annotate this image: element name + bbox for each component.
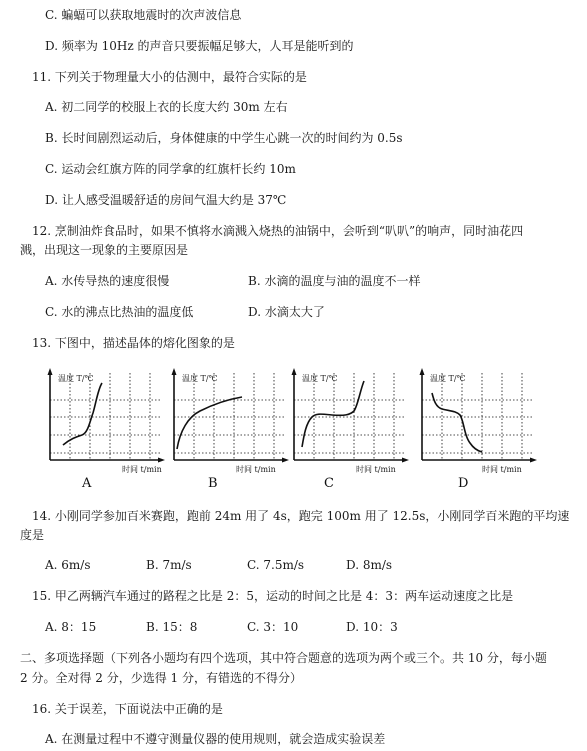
q15-option-b: B. 15：8 xyxy=(146,620,198,634)
graph-b xyxy=(164,365,294,495)
q14-option-c: C. 7.5m/s xyxy=(247,558,305,572)
q11-option-d: D. 让人感受温暖舒适的房间气温大约是 37℃ xyxy=(45,193,287,207)
graph-a-curve xyxy=(63,383,102,445)
graph-c-letter: C xyxy=(324,476,334,491)
graph-b-ylabel: 温度 T/℃ xyxy=(182,374,218,383)
graph-a-letter: A xyxy=(82,476,92,491)
q15-option-c: C. 3：10 xyxy=(247,620,299,634)
graph-d-ylabel: 温度 T/℃ xyxy=(430,374,466,383)
section2-heading-line1: 二、多项选择题（下列各小题均有四个选项，其中符合题意的选项为两个或三个。共 10 分，每小题 xyxy=(20,651,547,665)
q10-option-c: C. 蝙蝠可以获取地震时的次声波信息 xyxy=(45,8,242,22)
graph-a-xlabel: 时间 t/min xyxy=(122,465,162,474)
q11-option-c: C. 运动会红旗方阵的同学拿的红旗杆长约 10m xyxy=(45,162,296,176)
q14-option-d: D. 8m/s xyxy=(346,558,393,572)
q10-option-d: D. 频率为 10Hz 的声音只要振幅足够大，人耳是能听到的 xyxy=(45,39,354,53)
graph-d-letter: D xyxy=(458,476,469,491)
graph-c-curve xyxy=(302,381,364,447)
graph-b-letter: B xyxy=(208,476,218,491)
graph-d-curve xyxy=(432,393,482,452)
section2-heading-line2: 2 分。全对得 2 分，少选得 1 分，有错选的不得分） xyxy=(20,671,302,685)
q14-option-a: A. 6m/s xyxy=(45,558,91,572)
q15-options xyxy=(45,619,565,635)
q12-option-c: C. 水的沸点比热油的温度低 xyxy=(45,305,194,319)
q14-option-b: B. 7m/s xyxy=(146,558,192,572)
graph-a-ylabel: 温度 T/℃ xyxy=(58,374,94,383)
q16-option-a: A. 在测量过程中不遵守测量仪器的使用规则，就会造成实验误差 xyxy=(45,732,386,746)
q15-option-d: D. 10：3 xyxy=(346,620,398,634)
q13-stem: 13. 下图中，描述晶体的熔化图象的是 xyxy=(32,336,235,350)
q15-stem: 15. 甲乙两辆汽车通过的路程之比是 2：5，运动的时间之比是 4：3：两车运动速度之比是 xyxy=(32,589,514,603)
q12-stem-line2: 溅，出现这一现象的主要原因是 xyxy=(20,243,189,257)
q11-stem: 11. 下列关于物理量大小的估测中，最符合实际的是 xyxy=(32,70,307,84)
q15-option-a: A. 8：15 xyxy=(45,620,97,634)
graph-d-xlabel: 时间 t/min xyxy=(482,465,522,474)
q11-option-a: A. 初二同学的校服上衣的长度大约 30m 左右 xyxy=(45,100,288,114)
graph-b-xlabel: 时间 t/min xyxy=(236,465,276,474)
q12-option-d: D. 水滴太大了 xyxy=(248,305,325,319)
q12-option-a: A. 水传导热的速度很慢 xyxy=(45,274,170,288)
q12-options-row2 xyxy=(45,304,565,320)
q14-options xyxy=(45,557,565,573)
q16-stem: 16. 关于误差，下面说法中正确的是 xyxy=(32,702,223,716)
q14-stem-line1: 14. 小刚同学参加百米赛跑，跑前 24m 用了 4s，跑完 100m 用了 12.5s，小刚同学百米跑的平均速 xyxy=(32,509,570,523)
graph-b-curve xyxy=(177,397,242,449)
q12-option-b: B. 水滴的温度与油的温度不一样 xyxy=(248,274,421,288)
q12-options-row1 xyxy=(45,273,565,289)
graph-d xyxy=(412,365,542,495)
graph-a xyxy=(38,365,168,495)
graph-c-xlabel: 时间 t/min xyxy=(356,465,396,474)
q14-stem-line2: 度是 xyxy=(20,528,45,542)
graph-c xyxy=(284,365,414,495)
graph-c-ylabel: 温度 T/℃ xyxy=(302,374,338,383)
q12-stem-line1: 12. 烹制油炸食品时，如果不慎将水滴溅入烧热的油锅中，会听到“叭叭”的响声，同时油花四 xyxy=(32,224,524,238)
q11-option-b: B. 长时间剧烈运动后，身体健康的中学生心跳一次的时间约为 0.5s xyxy=(45,131,403,145)
